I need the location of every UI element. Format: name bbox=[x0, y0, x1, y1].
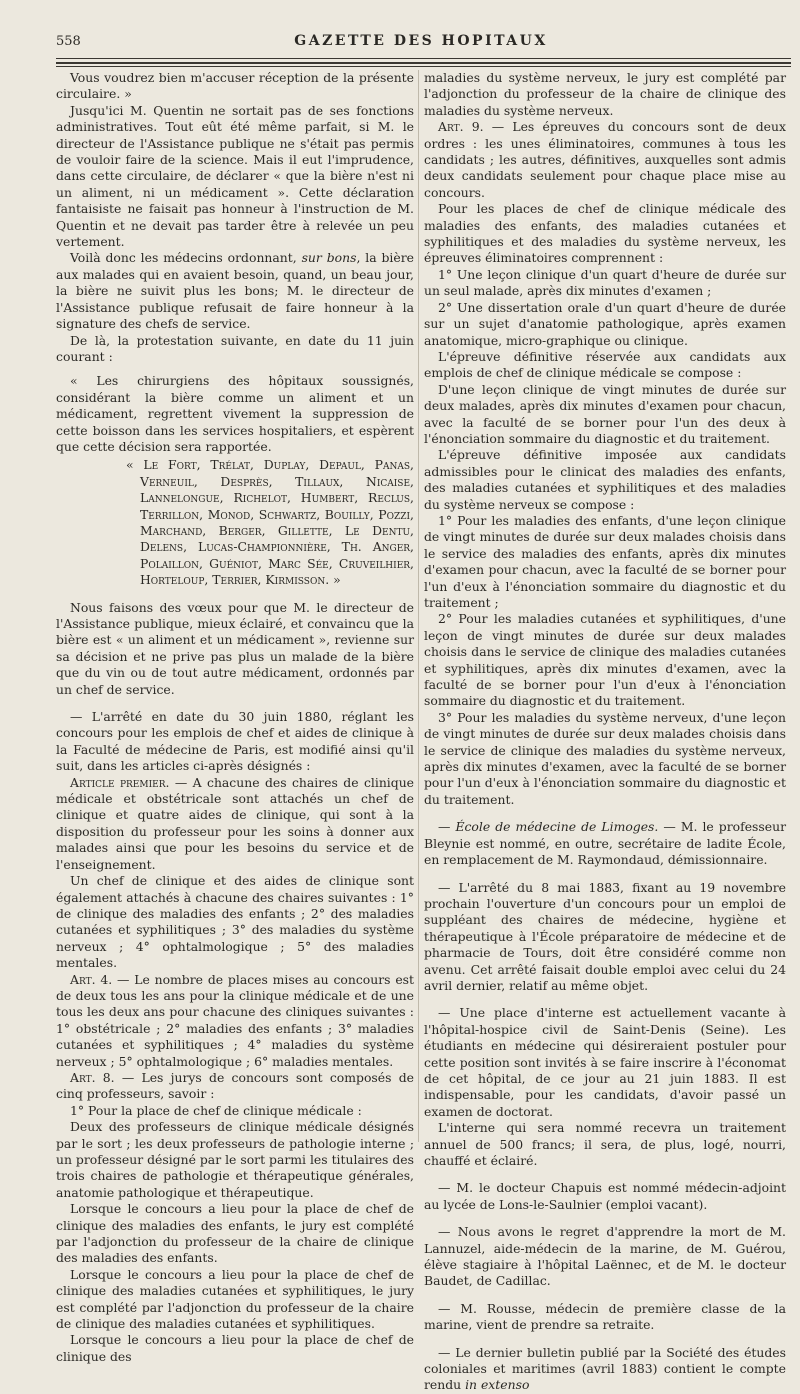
header-rule-thick bbox=[56, 62, 791, 64]
paragraph: De là, la protestation suivante, en date du 11 juin courant : bbox=[56, 332, 414, 364]
right-column bbox=[424, 70, 786, 1394]
paragraph: 1° Pour les maladies des enfants, d'une leçon clinique de vingt minutes de durée sur deux malades choisis dans le service des maladies des enfants, après dix minutes d'examen pour chacun, avec la faculté de se borner pour l'un d'eux à l'énonciation sommaire du diagnostic et du traitement ; bbox=[424, 512, 786, 610]
article-paragraph bbox=[56, 972, 414, 1070]
article-heading: Article premier. bbox=[70, 774, 170, 790]
running-title: GAZETTE DES HOPITAUX bbox=[294, 33, 548, 49]
paragraph: L'épreuve définitive imposée aux candidats admissibles pour le clinicat des maladies des enfants, des maladies cutanées et syphilitiques et des maladies du système nerveux se compose : bbox=[424, 447, 786, 512]
news-item: — Nous avons le regret d'apprendre la mort de M. Lannuzel, aide-médecin de la marine, de M. Guérou, élève stagiaire à l'hôpital Laënnec, et de M. le docteur Baudet, de Cadillac. bbox=[424, 1224, 786, 1289]
text-run: — Le nombre de places mises au concours est de deux tous les ans pour la clinique médicale et de une tous les deux ans pour chacune des cliniques suivantes : 1° obstétricale ; 2° maladies des enfants ; 3° maladies cutanées et syphilitiques ; 4° maladies du système nerveux ; 5° ophtalmologique ; 6° maladies mentales. bbox=[56, 971, 414, 1069]
italic-text: École de médecine de Limoges. bbox=[455, 819, 659, 835]
article-paragraph bbox=[56, 775, 414, 873]
paragraph: L'interne qui sera nommé recevra un traitement annuel de 500 francs; il sera, de plus, logé, nourri, chauffé et éclairé. bbox=[424, 1120, 786, 1168]
page-number: 558 bbox=[56, 34, 81, 49]
paragraph bbox=[56, 250, 414, 332]
paragraph: Deux des professeurs de clinique médicale désignés par le sort ; les deux professeurs de pathologie interne ; un professeur désigné par le sort parmi les titulaires des trois chaires de pathologie et thérapeutique générales, anatomie pathologique et thérapeutique. bbox=[56, 1119, 414, 1200]
paragraph: Pour les places de chef de clinique médicale des maladies des enfants, des maladies cutanées et syphilitiques et des maladies du système nerveux, les épreuves éliminatoires comprennent : bbox=[424, 201, 786, 266]
article-heading: Art. 9. bbox=[438, 119, 484, 135]
text-run: — Les épreuves du concours sont de deux ordres : les unes éliminatoires, communes à tous les candidats ; les autres, définitives, auxquelles sont admis deux candidats seulement pour chaque place mise au concours. bbox=[424, 119, 786, 200]
page-header bbox=[56, 34, 786, 54]
column-divider bbox=[418, 70, 419, 1142]
paragraph: Nous faisons des vœux pour que M. le directeur de l'Assistance publique, mieux éclairé, et convaincu que la bière est « un aliment et un médicament », revienne sur sa décision et ne prive pas plus un malade de la bière que du vin ou de tout autre médicament, ordonnés par un chef de service. bbox=[56, 599, 414, 697]
article-paragraph bbox=[424, 119, 786, 201]
italic-text: in extenso bbox=[465, 1377, 530, 1393]
news-item: — M. Rousse, médecin de première classe de la marine, vient de prendre sa retraite. bbox=[424, 1300, 786, 1333]
text-run: — M. le professeur Bleynie est nommé, en outre, secrétaire de ladite École, en remplacement de M. Raymondaud, démissionnaire. bbox=[424, 819, 786, 868]
left-column bbox=[56, 70, 414, 1365]
article-heading: Art. 4. bbox=[70, 971, 113, 987]
paragraph: Vous voudrez bien m'accuser réception de la présente circulaire. » bbox=[56, 70, 414, 102]
paragraph: maladies du système nerveux, le jury est complété par l'adjonction du professeur de la chaire de clinique des maladies du système nerveux. bbox=[424, 70, 786, 118]
news-item: — L'arrêté du 8 mai 1883, fixant au 19 novembre prochain l'ouverture d'un concours pour un emploi de suppléant des chaires de médecine, hygiène et thérapeutique à l'École préparatoire de médecine et de pharmacie de Tours, doit être considéré comme non avenu. Cet arrêté faisait double emploi avec celui du 24 avril dernier, relatif au même objet. bbox=[424, 879, 786, 993]
paragraph: Lorsque le concours a lieu pour la place de chef de clinique des bbox=[56, 1332, 414, 1364]
paragraph: L'épreuve définitive réservée aux candidats aux emplois de chef de clinique médicale se compose : bbox=[424, 348, 786, 381]
text-run: — Les jurys de concours sont composés de cinq professeurs, savoir : bbox=[56, 1069, 414, 1102]
news-item: — École de médecine de Limoges. — M. le professeur Bleynie est nommé, en outre, secrétaire de ladite École, en remplacement de M. Raymondaud, démissionnaire. bbox=[424, 819, 786, 868]
paragraph: Un chef de clinique et des aides de clinique sont également attachés à chacune des chaires suivantes : 1° de clinique des maladies des enfants ; 2° des maladies cutanées et syphilitiques ; 3° des maladies du système nerveux ; 4° ophtalmologique ; 5° des maladies mentales. bbox=[56, 873, 414, 971]
article-paragraph bbox=[56, 1070, 414, 1103]
paragraph: — L'arrêté en date du 30 juin 1880, réglant les concours pour les emplois de chef et aides de clinique à la Faculté de médecine de Paris, est modifié ainsi qu'il suit, dans les articles ci-après désignés : bbox=[56, 709, 414, 774]
news-item bbox=[424, 1345, 786, 1394]
paragraph: Lorsque le concours a lieu pour la place de chef de clinique des maladies des enfants, le jury est complété par l'adjonction du professeur de la chaire de clinique des maladies des enfants. bbox=[56, 1201, 414, 1266]
paragraph: 1° Une leçon clinique d'un quart d'heure de durée sur un seul malade, après dix minutes d'examen ; bbox=[424, 266, 786, 299]
italic-text: sur bons bbox=[301, 250, 357, 266]
quoted-protest: « Les chirurgiens des hôpitaux soussignés, considérant la bière comme un aliment et un médicament, regrettent vivement la suppression de cette boisson dans les services hospitaliers, et espèrent que cette décision sera rapportée. bbox=[56, 373, 414, 454]
header-rule bbox=[56, 66, 791, 67]
paragraph: D'une leçon clinique de vingt minutes de durée sur deux malades, après dix minutes d'examen pour chacun, avec la faculté de se borner pour l'un des deux à l'énonciation sommaire du diagnostic et du traitement. bbox=[424, 381, 786, 446]
signatories: « Le Fort, Trélat, Duplay, Depaul, Panas, Verneuil, Desprès, Tillaux, Nicaise, Lannelongue, Richelot, Humbert, Reclus, Terrillon, Monod, Schwartz, Bouilly, Pozzi, Marchand, Berger, Gillette, Le Dentu, Delens, Lucas-Championnière, Th. Anger, Polaillon, Guéniot, Marc Sée, Cruveilhier, Horteloup, Terrier, Kirmisson. » bbox=[126, 457, 414, 588]
article-heading: Art. 8. bbox=[70, 1069, 115, 1085]
text-run: Voilà donc les médecins ordonnant, bbox=[70, 250, 302, 266]
paragraph: 1° Pour la place de chef de clinique médicale : bbox=[70, 1102, 362, 1118]
news-item: — M. le docteur Chapuis est nommé médecin-adjoint au lycée de Lons-le-Saulnier (emploi vacant). bbox=[424, 1180, 786, 1212]
paragraph: Jusqu'ici M. Quentin ne sortait pas de ses fonctions administratives. Tout eût été même parfait, si M. le directeur de l'Assistance publique ne s'était pas permis de vouloir faire de la science. Mais il eut l'imprudence, dans cette circulaire, de déclarer « que la bière n'est ni un aliment, ni un médicament ». Cette déclaration fantaisiste ne faisait pas honneur à l'instruction de M. Quentin et ne devait pas tarder être à relevée un peu vertement. bbox=[56, 102, 414, 250]
paragraph: Lorsque le concours a lieu pour la place de chef de clinique des maladies cutanées et syphilitiques, le jury est complété par l'adjonction du professeur de la chaire de clinique des maladies cutanées et syphilitiques. bbox=[56, 1266, 414, 1332]
paragraph: 2° Une dissertation orale d'un quart d'heure de durée sur un sujet d'anatomie pathologique, après examen anatomique, micro-graphique ou clinique. bbox=[424, 299, 786, 348]
news-item: — Une place d'interne est actuellement vacante à l'hôpital-hospice civil de Saint-Denis (Seine). Les étudiants en médecine qui désireraient postuler pour cette position sont invités à se faire inscrire à l'économat de cet hôpital, de ce jour au 21 juin 1883. Il est indispensable, pour les candidats, d'avoir passé un examen de doctorat. bbox=[424, 1005, 786, 1119]
paragraph: 2° Pour les maladies cutanées et syphilitiques, d'une leçon de vingt minutes de durée sur deux malades choisis dans le service de clinique des maladies cutanées et syphilitiques, après dix minutes d'examen, avec la faculté de se borner pour l'un d'eux à l'énonciation sommaire du diagnostic et du traitement. bbox=[424, 611, 786, 709]
text-run: — A chacune des chaires de clinique médicale et obstétricale sont attachés un chef de clinique et quatre aides de clinique, qui sont à la disposition du professeur pour les soins à donner aux malades ainsi que pour les besoins du service et de l'enseignement. bbox=[56, 774, 415, 872]
text-run: , la bière aux malades qui en avaient besoin, quand, un beau jour, la bière ne suivit plus les bons; M. le directeur de l'Assistance publique refusait de faire honneur à la signature des chefs de service. bbox=[56, 250, 414, 332]
text-run: — Le dernier bulletin publié par la Société des études coloniales et maritimes (avril 1883) contient le compte rendu bbox=[424, 1344, 786, 1393]
paragraph: 3° Pour les maladies du système nerveux, d'une leçon de vingt minutes de durée sur deux malades choisis dans le service de clinique des maladies du système nerveux, après dix minutes d'examen, avec la faculté de se borner pour l'un d'eux à l'énonciation sommaire du diagnostic et du traitement. bbox=[424, 709, 786, 807]
header-rule bbox=[56, 58, 791, 59]
